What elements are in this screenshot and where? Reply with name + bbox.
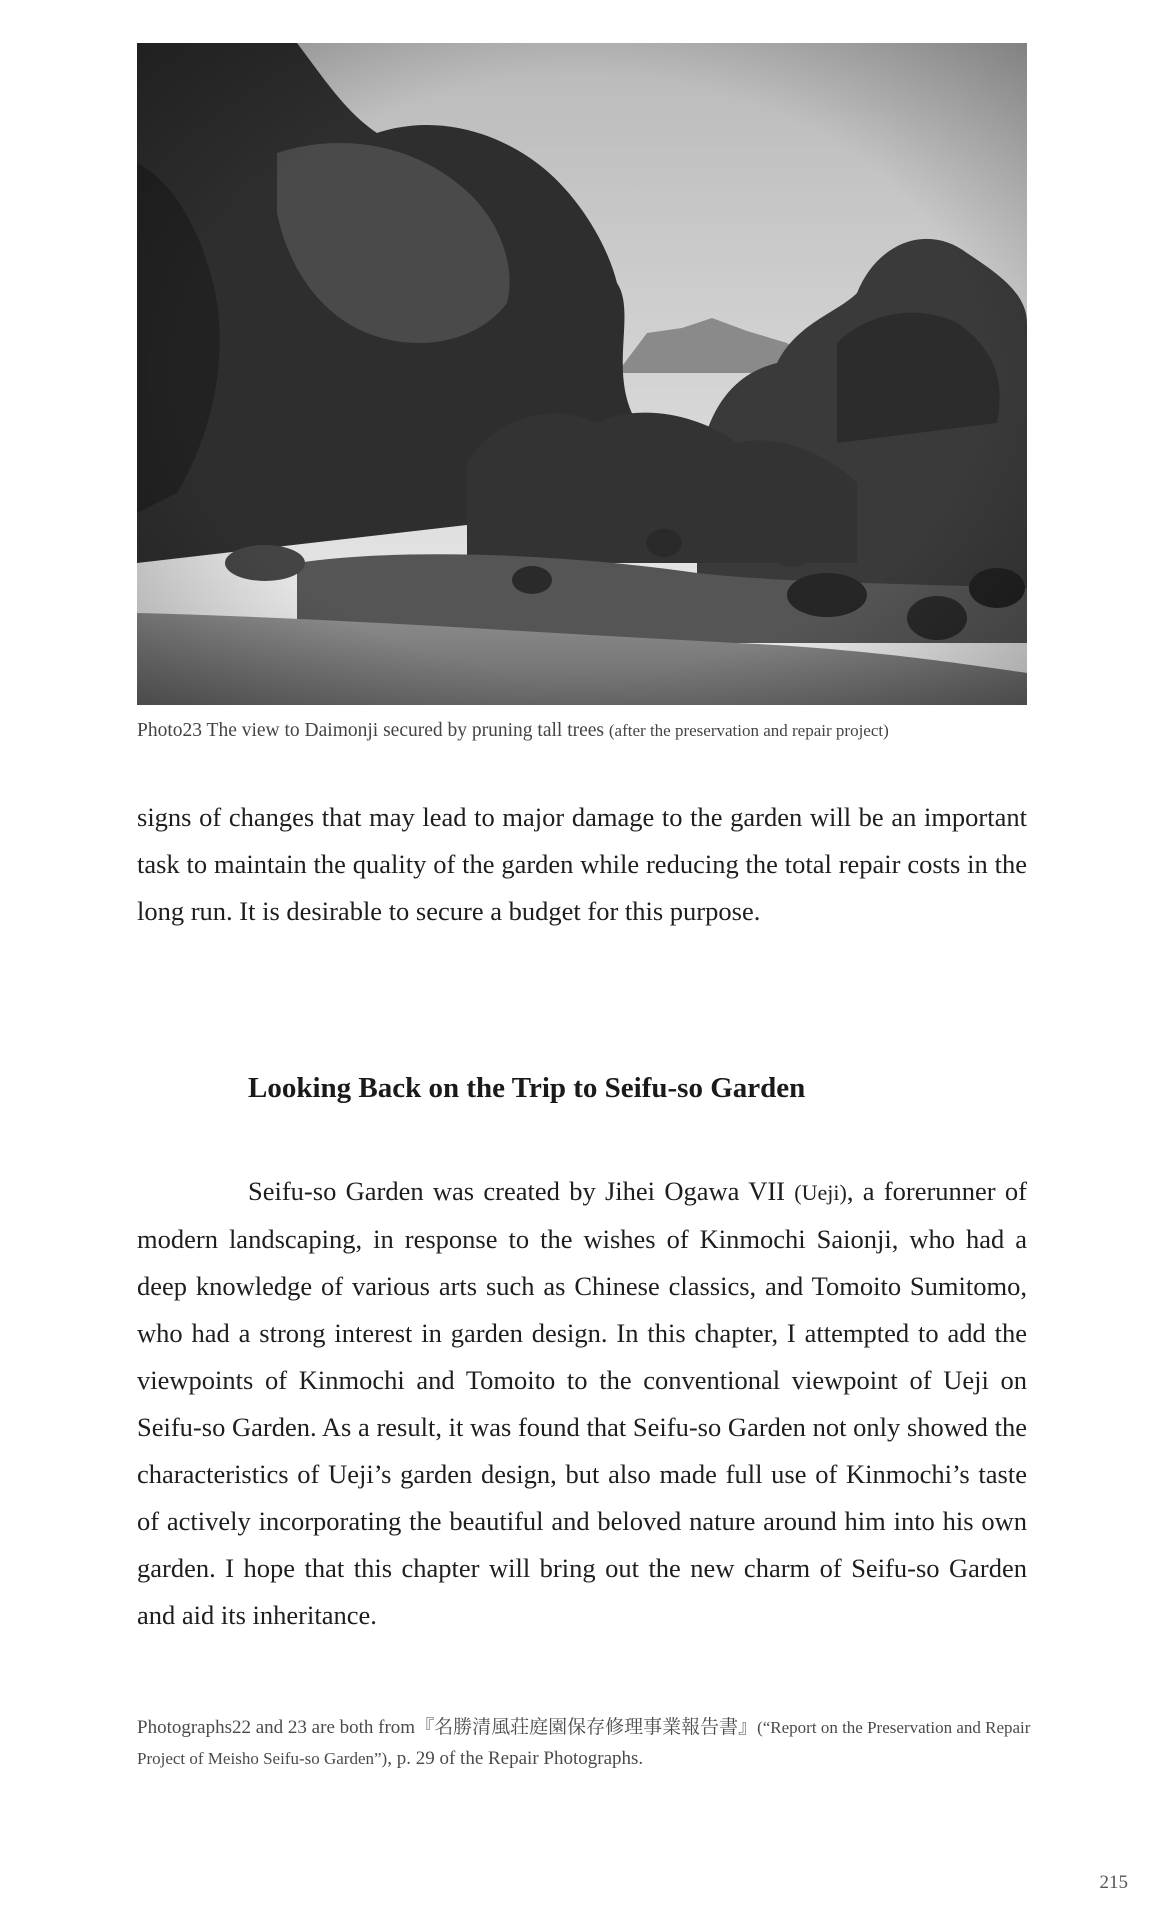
source-note-tail: , p. 29 of the Repair Photographs. [387, 1748, 644, 1769]
garden-photo [137, 43, 1027, 705]
section-heading: Looking Back on the Trip to Seifu-so Garden [248, 1072, 806, 1104]
source-note-report: (“Report on the Preservation and Repair Project of Meisho Seifu-so Garden”) [137, 1718, 1031, 1768]
page-number: 215 [1099, 1872, 1128, 1893]
source-note-lead: Photographs22 and 23 are both from『名勝清風荘庭園保存修理事業報告書』 [137, 1717, 758, 1738]
paragraph-summary-rest: , a forerunner of modern landscaping, in response to the wishes of Kinmochi Saionji, who had a deep knowledge of various arts such as Chinese classics, and Tomoito Sumitomo, who had a strong interest in garden design. In this chapter, I attempted to add the viewpoints of Kinmochi and Tomoito to the conventional viewpoint of Ueji on Seifu-so Garden. As a result, it was found that Seifu-so Garden not only showed the characteristics of Ueji’s garden design, but also made full use of Kinmochi’s taste of actively incorporating the beautiful and beloved nature around him into his own garden. I hope that this chapter will bring out the new charm of Seifu-so Garden and aid its inheritance. [137, 1176, 1027, 1630]
caption-note: (after the preservation and repair project) [608, 721, 889, 740]
photo-caption [137, 720, 1027, 742]
paragraph-continued: signs of changes that may lead to major damage to the garden will be an important task to maintain the quality of the garden while reducing the total repair costs in the long run. It is desirable to secure a budget for this purpose. [137, 802, 1027, 926]
caption-main: Photo23 The view to Daimonji secured by pruning tall trees [137, 720, 605, 741]
photo-source-note [137, 1712, 1037, 1774]
paragraph-summary [137, 1168, 1027, 1639]
garden-photo-image [137, 43, 1027, 705]
paragraph-summary-lead: Seifu-so Garden was created by Jihei Ogawa VII [248, 1176, 795, 1206]
paragraph-summary-aside: (Ueji) [794, 1180, 847, 1205]
